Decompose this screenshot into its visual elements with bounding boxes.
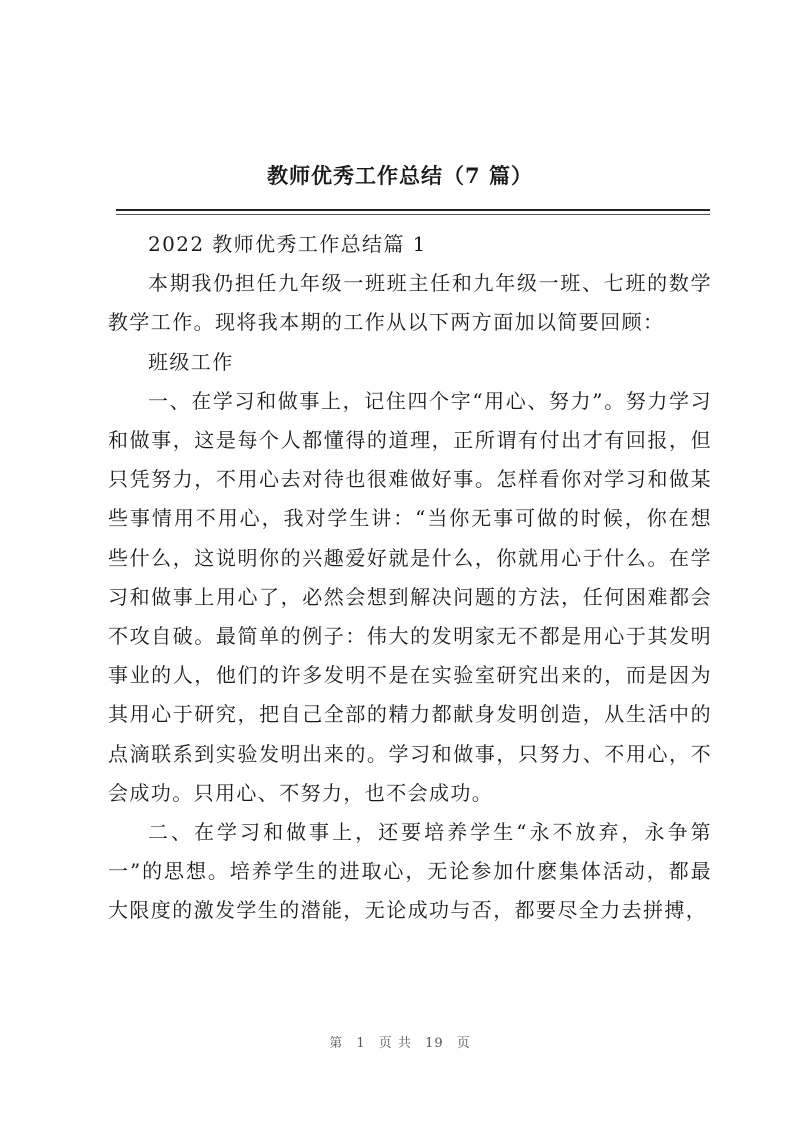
title-underline-thin: [116, 214, 710, 215]
footer-page-number: 1: [356, 1036, 366, 1051]
paragraph-point-two: 二、在学习和做事上，还要培养学生“永不放弃，永争第一”的思想。培养学生的进取心，无论参加什麽集体活动，都最大限度的激发学生的潜能，无论成功与否，都要尽全力去拼搏，: [108, 820, 712, 923]
footer-total-pages: 19: [425, 1036, 444, 1051]
page-footer: [0, 1032, 800, 1051]
paragraph-subheading: 班级工作: [148, 349, 234, 374]
title-underline-thick: [116, 209, 710, 211]
document-title: 教师优秀工作总结（7 篇）: [267, 163, 533, 188]
paragraph-intro: 本期我仍担任九年级一班班主任和九年级一班、七班的数学教学工作。现将我本期的工作从以下两方面加以简要回顾：: [108, 271, 712, 335]
section-heading: 2022 教师优秀工作总结篇 1: [148, 232, 427, 256]
footer-suffix: 页: [456, 1036, 471, 1051]
footer-prefix: 第: [329, 1036, 344, 1051]
paragraph-point-one: 一、在学习和做事上，记住四个字“用心、努力”。努力学习和做事，这是每个人都懂得的道理，正所谓有付出才有回报，但只凭努力，不用心去对待也很难做好事。怎样看你对学习和做某些事情用不用心，我对学生讲：“当你无事可做的时候，你在想些什么，这说明你的兴趣爱好就是什么，你就用心于什么。在学习和做事上用心了，必然会想到解决问题的方法，任何困难都会不攻自破。最简单的例子：伟大的发明家无不都是用心于其发明事业的人，他们的许多发明不是在实验室研究出来的，而是因为其用心于研究，把自己全部的精力都献身发明创造，从生活中的点滴联系到实验发明出来的。学习和做事，只努力、不用心，不会成功。只用心、不努力，也不会成功。: [108, 388, 712, 805]
document-body: [108, 225, 712, 931]
footer-mid: 页 共: [378, 1036, 412, 1051]
